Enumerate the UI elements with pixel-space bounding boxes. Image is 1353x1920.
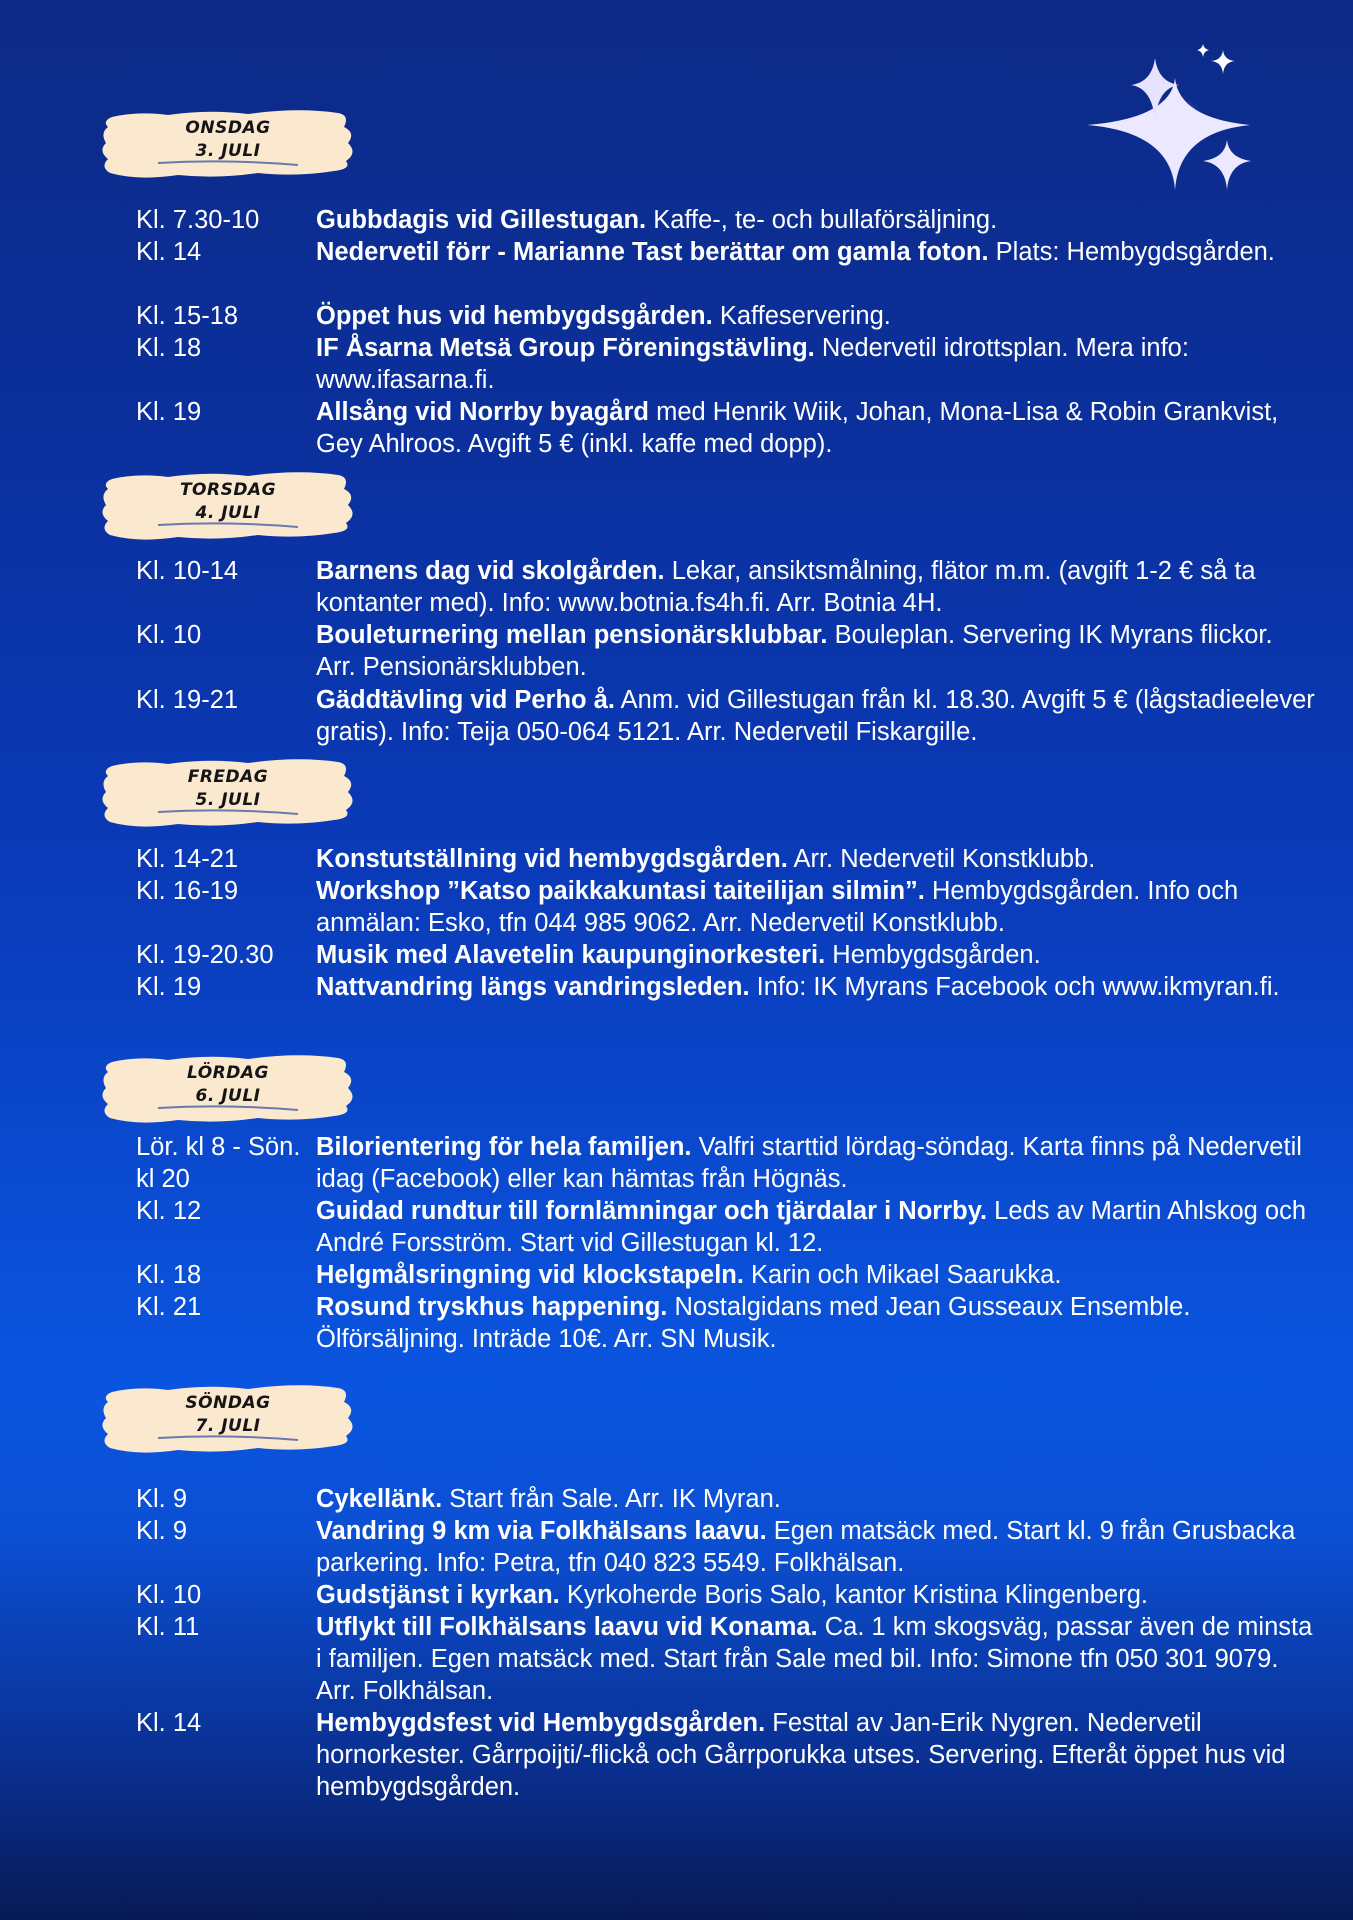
event-time: Kl. 10-14 [136, 557, 239, 585]
event-time: Kl. 14-21 [136, 845, 239, 873]
event-time: Kl. 15-18 [136, 302, 239, 330]
event-title: Cykellänk. [316, 1485, 443, 1513]
event-time: Lör. kl 8 - Sön. kl 20 [136, 1133, 301, 1193]
event-time: Kl. 7.30-10 [136, 206, 260, 234]
event-details: Arr. Nedervetil Konstklubb. [787, 845, 1096, 873]
event-details: Valfri starttid lördag-söndag. Karta finns på Nedervetil idag (Facebook) eller kan hämtas från Högnäs. [316, 1133, 1302, 1193]
event-title: Gubbdagis vid Gillestugan. [316, 206, 647, 234]
event-description [316, 939, 1316, 971]
weekday: LÖRDAG [187, 1063, 269, 1083]
event-description [316, 971, 1316, 1003]
event-description [316, 1195, 1316, 1259]
event-description [316, 1483, 1316, 1515]
event-details: Leds av Martin Ahlskog och André Forsström. Start vid Gillestugan kl. 12. [316, 1197, 1307, 1257]
event-description [316, 555, 1316, 619]
event-details: Start från Sale. Arr. IK Myran. [442, 1485, 781, 1513]
event-details: Karin och Mikael Saarukka. [743, 1261, 1062, 1289]
event-description [316, 1259, 1316, 1291]
day-badge [98, 103, 358, 181]
event-details: Nostalgidans med Jean Gusseaux Ensemble. Ölförsäljning. Inträde 10€. Arr. SN Musik. [316, 1293, 1191, 1353]
event-title: Gudstjänst i kyrkan. [316, 1581, 560, 1609]
event-details: Bouleplan. Servering IK Myrans flickor. Arr. Pensionärsklubben. [316, 621, 1273, 681]
date: 5. JULI [195, 790, 261, 810]
event-title: Rosund tryskhus happening. [316, 1293, 668, 1321]
event-title: Guidad rundtur till fornlämningar och tjärdalar i Norrby. [316, 1197, 988, 1225]
event-time: Kl. 18 [136, 334, 202, 362]
date: 6. JULI [195, 1086, 261, 1106]
event-details: Plats: Hembygdsgården. [988, 238, 1275, 266]
event-title: Nattvandring längs vandringsleden. [316, 973, 750, 1001]
event-time: Kl. 19 [136, 398, 202, 426]
event-details: Nedervetil idrottsplan. Mera info: www.ifasarna.fi. [316, 334, 1189, 394]
event-description [316, 843, 1316, 875]
day-badge [98, 1048, 358, 1126]
event-time: Kl. 16-19 [136, 877, 239, 905]
event-details: Kaffe-, te- och bullaförsäljning. [646, 206, 998, 234]
event-title: Öppet hus vid hembygdsgården. [316, 302, 713, 330]
event-title: Allsång vid Norrby byagård [316, 398, 649, 426]
event-description [316, 332, 1316, 396]
weekday: TORSDAG [179, 480, 277, 500]
event-description [316, 1611, 1316, 1707]
event-description [316, 1579, 1316, 1611]
weekday: FREDAG [187, 767, 269, 787]
day-label [98, 479, 358, 525]
event-time: Kl. 19-20.30 [136, 941, 274, 969]
event-time: Kl. 12 [136, 1197, 202, 1225]
event-description [316, 236, 1316, 268]
event-title: Nedervetil förr - Marianne Tast berättar om gamla foton. [316, 238, 989, 266]
event-title: Bilorientering för hela familjen. [316, 1133, 692, 1161]
day-label [98, 1062, 358, 1108]
event-description [316, 1515, 1316, 1579]
event-details: Info: IK Myrans Facebook och www.ikmyran.fi. [749, 973, 1280, 1001]
event-time: Kl. 10 [136, 1581, 202, 1609]
event-time: Kl. 9 [136, 1517, 188, 1545]
event-description [316, 684, 1316, 748]
event-description [316, 619, 1316, 683]
day-label [98, 766, 358, 812]
event-title: Bouleturnering mellan pensionärsklubbar. [316, 621, 828, 649]
event-title: Vandring 9 km via Folkhälsans laavu. [316, 1517, 767, 1545]
event-time: Kl. 19-21 [136, 686, 239, 714]
event-title: Musik med Alavetelin kaupunginorkesteri. [316, 941, 826, 969]
event-description [316, 1707, 1316, 1803]
event-details: Festtal av Jan-Erik Nygren. Nedervetil hornorkester. Gårrpoijti/-flickå och Gårrporukka utses. Servering. Efteråt öppet hus vid hembygdsgården. [316, 1709, 1286, 1801]
date: 3. JULI [195, 141, 261, 161]
event-title: Utflykt till Folkhälsans laavu vid Konama. [316, 1613, 818, 1641]
weekday: ONSDAG [185, 118, 271, 138]
event-description [316, 204, 1316, 236]
sparkles-icon [1075, 40, 1265, 200]
event-time: Kl. 21 [136, 1293, 202, 1321]
event-details: Hembygdsgården. [825, 941, 1041, 969]
event-description [316, 300, 1316, 332]
event-details: Kyrkoherde Boris Salo, kantor Kristina Klingenberg. [559, 1581, 1148, 1609]
event-time: Kl. 14 [136, 1709, 202, 1737]
event-title: IF Åsarna Metsä Group Föreningstävling. [316, 334, 815, 362]
event-details: Ca. 1 km skogsväg, passar även de minsta i familjen. Egen matsäck med. Start från Sale med bil. Info: Simone tfn 050 301 9079. Arr. Folkhälsan. [316, 1613, 1313, 1705]
event-time: Kl. 11 [136, 1613, 200, 1641]
event-details: Kaffeservering. [712, 302, 891, 330]
date: 7. JULI [195, 1416, 261, 1436]
event-details: Anm. vid Gillestugan från kl. 18.30. Avgift 5 € (lågstadieelever gratis). Info: Teija 050-064 5121. Arr. Nedervetil Fiskargille. [316, 686, 1315, 746]
event-details: Egen matsäck med. Start kl. 9 från Grusbacka parkering. Info: Petra, tfn 040 823 5549. Folkhälsan. [316, 1517, 1296, 1577]
event-title: Hembygdsfest vid Hembygdsgården. [316, 1709, 766, 1737]
event-time: Kl. 18 [136, 1261, 202, 1289]
event-title: Gäddtävling vid Perho å. [316, 686, 615, 714]
event-title: Workshop ”Katso paikkakuntasi taiteilijan silmin”. [316, 877, 925, 905]
day-badge [98, 465, 358, 543]
event-description [316, 1131, 1316, 1195]
event-details: Lekar, ansiktsmålning, flätor m.m. (avgift 1-2 € så ta kontanter med). Info: www.botnia.fs4h.fi. Arr. Botnia 4H. [316, 557, 1256, 617]
event-description [316, 875, 1316, 939]
day-badge [98, 1378, 358, 1456]
event-details: med Henrik Wiik, Johan, Mona-Lisa & Robin Grankvist, Gey Ahlroos. Avgift 5 € (inkl. kaffe med dopp). [316, 398, 1279, 458]
event-time: Kl. 19 [136, 973, 202, 1001]
event-details: Hembygdsgården. Info och anmälan: Esko, tfn 044 985 9062. Arr. Nedervetil Konstklubb. [316, 877, 1239, 937]
day-label [98, 1392, 358, 1438]
event-time: Kl. 10 [136, 621, 202, 649]
event-time: Kl. 14 [136, 238, 202, 266]
day-label [98, 117, 358, 163]
event-title: Barnens dag vid skolgården. [316, 557, 665, 585]
date: 4. JULI [195, 503, 261, 523]
event-title: Helgmålsringning vid klockstapeln. [316, 1261, 744, 1289]
event-title: Konstutställning vid hembygdsgården. [316, 845, 788, 873]
day-badge [98, 752, 358, 830]
weekday: SÖNDAG [185, 1393, 271, 1413]
event-description [316, 396, 1316, 460]
event-description [316, 1291, 1316, 1355]
event-time: Kl. 9 [136, 1485, 188, 1513]
